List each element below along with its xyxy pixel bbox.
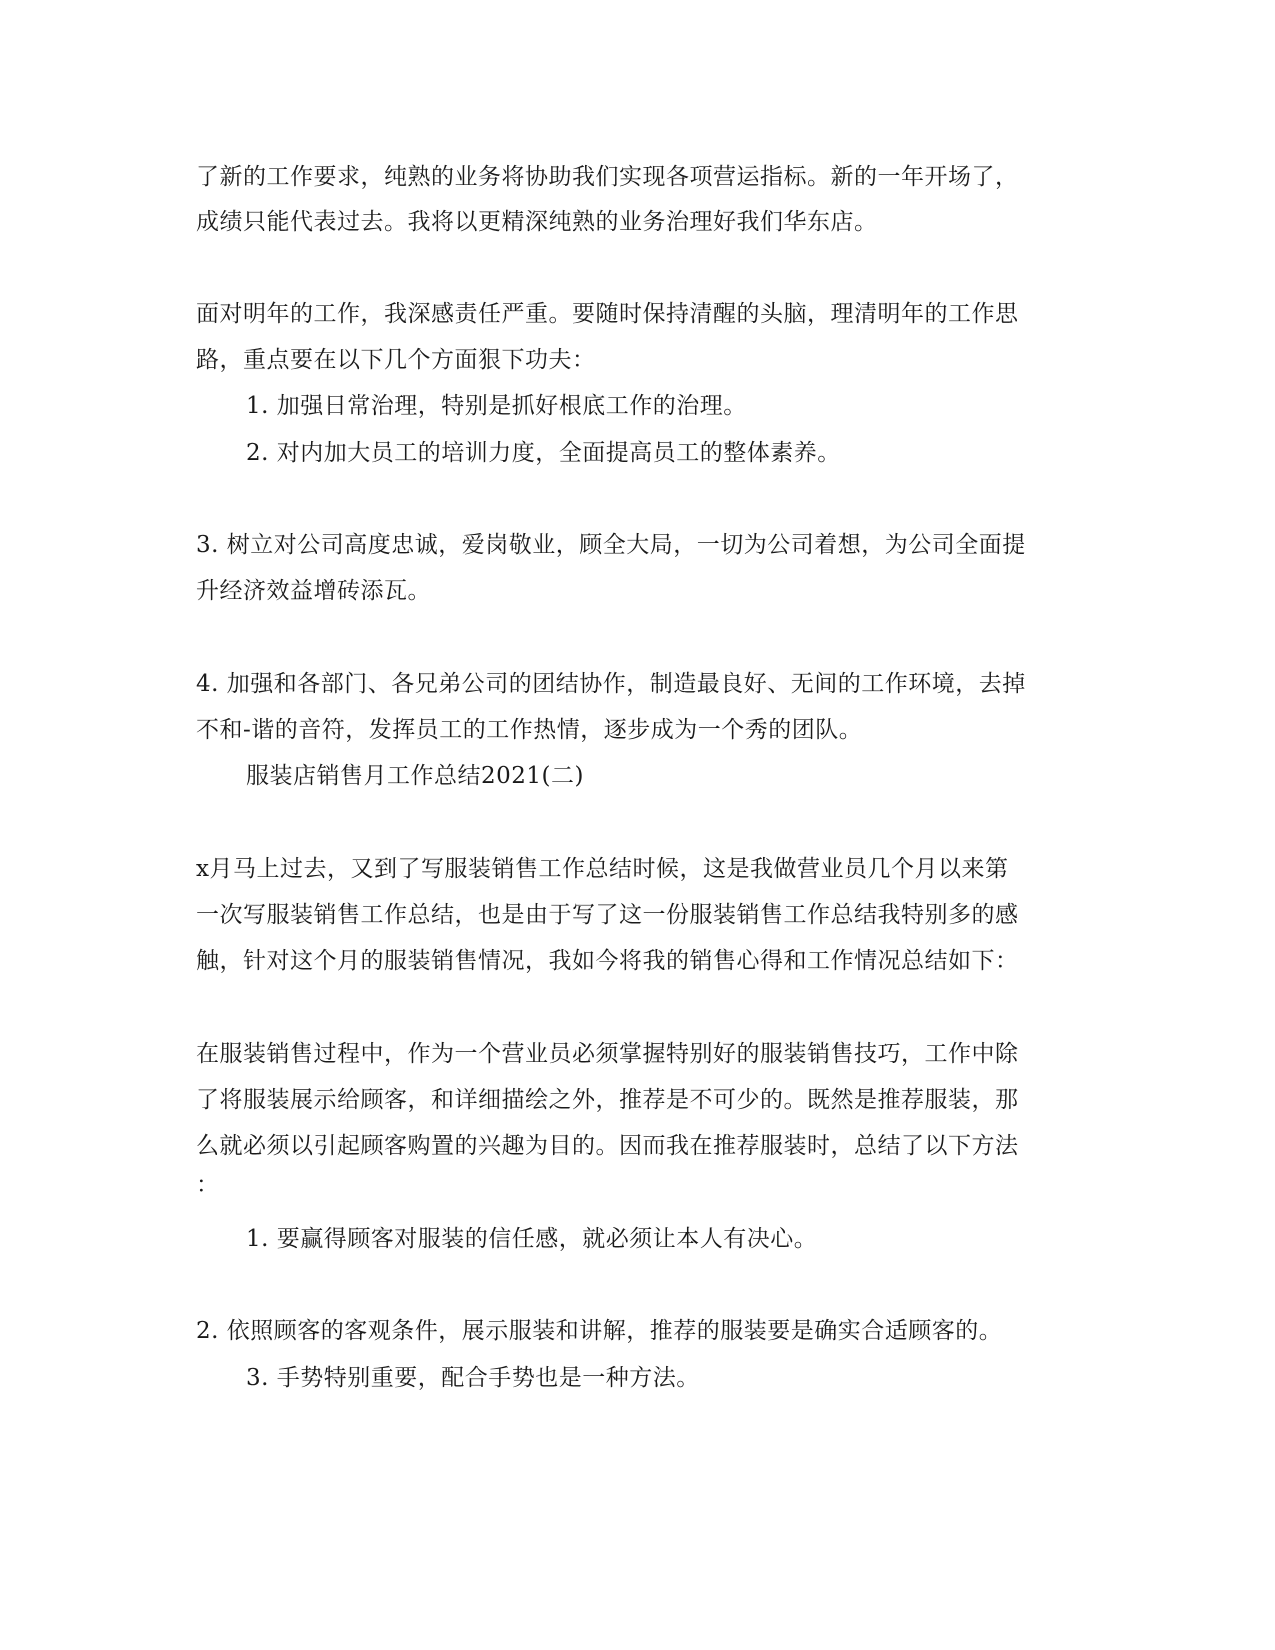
text-line: x月马上过去，又到了写服装销售工作总结时候，这是我做营业员几个月以来第: [196, 856, 1009, 882]
text-line: 路，重点要在以下几个方面狠下功夫：: [196, 347, 596, 373]
list-item: 4. 加强和各部门、各兄弟公司的团结协作，制造最良好、无间的工作环境，去掉: [196, 671, 1026, 697]
text-line: ：: [196, 1172, 220, 1198]
text-line: 在服装销售过程中，作为一个营业员必须掌握特别好的服装销售技巧，工作中除: [196, 1041, 1019, 1067]
list-item: 3. 树立对公司高度忠诚，爱岗敬业，顾全大局，一切为公司着想，为公司全面提: [196, 532, 1026, 558]
text-line: 一次写服装销售工作总结，也是由于写了这一份服装销售工作总结我特别多的感: [196, 902, 1019, 928]
list-item: 1. 加强日常治理，特别是抓好根底工作的治理。: [246, 393, 747, 419]
text-line: 了新的工作要求，纯熟的业务将协助我们实现各项营运指标。新的一年开场了，: [196, 164, 1019, 190]
text-line: 面对明年的工作，我深感责任严重。要随时保持清醒的头脑，理清明年的工作思: [196, 301, 1019, 327]
text-line: 了将服装展示给顾客，和详细描绘之外，推荐是不可少的。既然是推荐服装，那: [196, 1087, 1019, 1113]
list-item: 1. 要赢得顾客对服装的信任感，就必须让本人有决心。: [246, 1226, 818, 1252]
list-item: 2. 依照顾客的客观条件，展示服装和讲解，推荐的服装要是确实合适顾客的。: [196, 1318, 1003, 1344]
text-line: 升经济效益增砖添瓦。: [196, 578, 431, 604]
text-line: 不和-谐的音符，发挥员工的工作热情，逐步成为一个秀的团队。: [196, 717, 863, 743]
section-title: 服装店销售月工作总结2021(二): [246, 763, 584, 789]
list-item: 2. 对内加大员工的培训力度，全面提高员工的整体素养。: [246, 440, 841, 466]
list-item: 3. 手势特别重要，配合手势也是一种方法。: [246, 1365, 700, 1391]
text-line: 触，针对这个月的服装销售情况，我如今将我的销售心得和工作情况总结如下：: [196, 948, 1019, 974]
text-line: 成绩只能代表过去。我将以更精深纯熟的业务治理好我们华东店。: [196, 209, 878, 235]
text-line: 么就必须以引起顾客购置的兴趣为目的。因而我在推荐服装时，总结了以下方法: [196, 1133, 1019, 1159]
